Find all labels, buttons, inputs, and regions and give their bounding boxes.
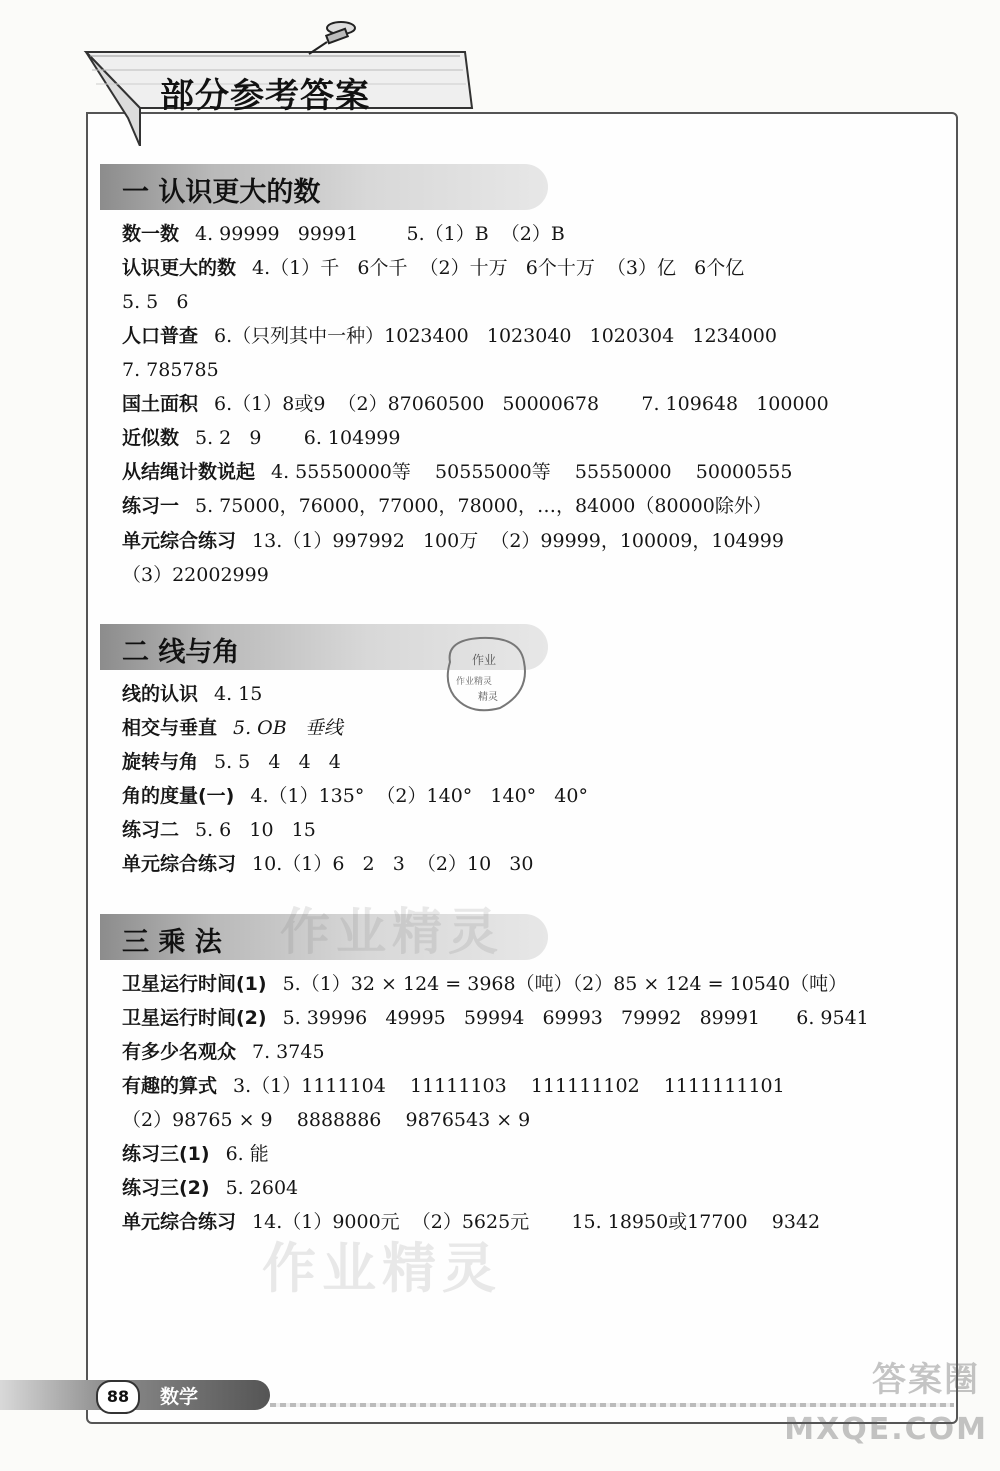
page-number: 88 xyxy=(96,1380,140,1414)
corner-watermark: MXQE.COM xyxy=(784,1412,988,1447)
watermark: 作业精灵 xyxy=(280,903,504,961)
section-title: 一 认识更大的数 xyxy=(122,177,321,208)
section-title: 三 乘 法 xyxy=(122,927,222,958)
answer-line: 近似数 5. 2 9 6. 104999 xyxy=(122,427,401,449)
answer-line: 从结绳计数说起 4. 55550000等 50555000等 55550000 50000555 xyxy=(122,461,793,483)
svg-text:作业: 作业 xyxy=(472,653,497,667)
footer-divider xyxy=(270,1403,954,1407)
answer-line: 旋转与角 5. 5 4 4 4 xyxy=(122,751,341,773)
corner-watermark-top: 答案圈 xyxy=(872,1360,980,1400)
answer-line: 练习三(1) 6. 能 xyxy=(122,1143,269,1165)
answer-line: 练习三(2) 5. 2604 xyxy=(122,1177,299,1199)
answer-line: （2）98765 × 9 8888886 9876543 × 9 xyxy=(122,1109,531,1131)
answer-line: 国土面积 6.（1）8或9 （2）87060500 50000678 7. 109648 100000 xyxy=(122,393,829,415)
section-title: 二 线与角 xyxy=(122,637,240,668)
pushpin-icon xyxy=(305,16,365,56)
answer-line: （3）22002999 xyxy=(122,564,269,586)
answer-line: 5. 5 6 xyxy=(122,291,189,313)
answer-line: 人口普查 6.（只列其中一种）1023400 1023040 1020304 1234000 xyxy=(122,325,777,347)
answer-line: 卫星运行时间(1) 5.（1）32 × 124 = 3968（吨）（2）85 × 124 = 10540（吨） xyxy=(122,973,848,995)
answer-line: 数一数 4. 99999 99991 5.（1）B （2）B xyxy=(122,223,565,245)
answer-line: 单元综合练习 10.（1）6 2 3 （2）10 30 xyxy=(122,853,534,875)
subject-label: 数学 xyxy=(160,1386,199,1408)
answer-line: 相交与垂直 5. OB 垂线 xyxy=(122,717,343,739)
page-title: 部分参考答案 xyxy=(160,76,370,116)
answer-line: 认识更大的数 4.（1）千 6个千 （2）十万 6个十万 （3）亿 6个亿 xyxy=(122,257,745,279)
answer-line: 有趣的算式 3.（1）1111104 11111103 111111102 1111111101 xyxy=(122,1075,785,1097)
watermark: 作业精灵 xyxy=(262,1237,502,1300)
answer-line: 7. 785785 xyxy=(122,359,219,381)
svg-text:作业精灵: 作业精灵 xyxy=(456,677,493,687)
answer-line: 有多少名观众 7. 3745 xyxy=(122,1041,325,1063)
answer-line: 练习二 5. 6 10 15 xyxy=(122,819,316,841)
stamp-icon xyxy=(440,632,532,716)
answer-line: 线的认识 4. 15 xyxy=(122,683,263,705)
answer-line: 角的度量(一) 4.（1）135° （2）140° 140° 40° xyxy=(122,785,588,807)
answer-line: 练习一 5. 75000，76000，77000，78000，…，84000（80000除外） xyxy=(122,495,772,517)
answer-line: 卫星运行时间(2) 5. 39996 49995 59994 69993 79992 89991 6. 9541 xyxy=(122,1007,869,1029)
answer-line: 单元综合练习 13.（1）997992 100万 （2）99999，100009，104999 xyxy=(122,530,784,552)
svg-text:精灵: 精灵 xyxy=(478,692,498,703)
answer-line: 单元综合练习 14.（1）9000元 （2）5625元 15. 18950或17700 9342 xyxy=(122,1211,821,1233)
